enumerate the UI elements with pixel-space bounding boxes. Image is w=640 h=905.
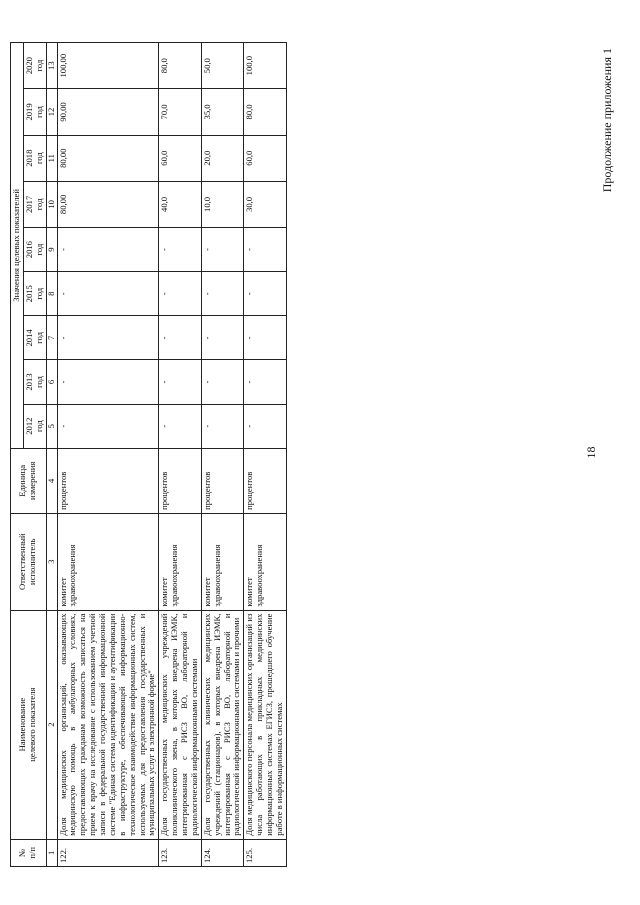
year-value: - — [201, 404, 244, 448]
executor: комитет здравоохранения — [57, 513, 159, 610]
column-number: 13 — [46, 43, 57, 89]
year-value: - — [244, 272, 287, 316]
year-header: 2014 год — [23, 316, 46, 360]
indicator-name: Доля государственных клинических медицинских учреждений (стационаров), в которых внедрена ИЭМК, интегрированная с РИСЗ ВО, лабораторной и радиологической информационными системами и прочими — [201, 610, 244, 839]
column-number: 2 — [46, 610, 57, 839]
year-header: 2017 год — [23, 181, 46, 227]
year-value: 90,00 — [57, 89, 159, 135]
year-value: - — [244, 228, 287, 272]
year-value: - — [201, 272, 244, 316]
year-value: - — [244, 316, 287, 360]
row-number: 125. — [244, 839, 287, 866]
year-value: - — [201, 228, 244, 272]
year-header: 2019 год — [23, 89, 46, 135]
year-value: 100,00 — [57, 43, 159, 89]
year-header: 2016 год — [23, 228, 46, 272]
column-number: 12 — [46, 89, 57, 135]
column-number: 10 — [46, 181, 57, 227]
year-value: - — [159, 404, 202, 448]
header-row-1 — [11, 43, 24, 867]
col-num-header: № п/п — [11, 839, 47, 866]
year-value: 70,0 — [159, 89, 202, 135]
year-value: 20,0 — [201, 135, 244, 181]
executor: комитет здравоохранения — [159, 513, 202, 610]
year-header: 2018 год — [23, 135, 46, 181]
year-value: - — [159, 228, 202, 272]
col-unit-header: Единица измерения — [11, 448, 47, 513]
year-value: 60,0 — [244, 135, 287, 181]
year-value: 80,00 — [57, 135, 159, 181]
unit: процентов — [57, 448, 159, 513]
page-number: 18 — [584, 446, 598, 459]
year-value: 80,0 — [159, 43, 202, 89]
column-number: 3 — [46, 513, 57, 610]
column-number: 5 — [46, 404, 57, 448]
year-value: - — [201, 360, 244, 404]
unit: процентов — [244, 448, 287, 513]
year-value: - — [57, 228, 159, 272]
year-value: - — [159, 360, 202, 404]
year-value: - — [244, 360, 287, 404]
column-number: 1 — [46, 839, 57, 866]
unit: процентов — [201, 448, 244, 513]
year-header: 2020 год — [23, 43, 46, 89]
row-number: 124. — [201, 839, 244, 866]
year-value: 60,0 — [159, 135, 202, 181]
year-value: - — [57, 404, 159, 448]
table-row — [57, 43, 159, 867]
row-number: 122. — [57, 839, 159, 866]
executor: комитет здравоохранения — [244, 513, 287, 610]
column-number: 4 — [46, 448, 57, 513]
indicator-name: Доля государственных медицинских учреждений поликлинического звена, в которых внедрена ИЭМК, интегрированная с РИСЗ ВО, лабораторной и радиологической информационными системами — [159, 610, 202, 839]
year-value: - — [57, 316, 159, 360]
year-value: 80,00 — [57, 181, 159, 227]
year-header: 2013 год — [23, 360, 46, 404]
continuation-label: Продолжение приложения 1 — [600, 48, 614, 193]
table-row — [201, 43, 244, 867]
column-number: 11 — [46, 135, 57, 181]
year-header: 2015 год — [23, 272, 46, 316]
executor: комитет здравоохранения — [201, 513, 244, 610]
year-value: - — [57, 360, 159, 404]
row-number: 123. — [159, 839, 202, 866]
year-value: 80,0 — [244, 89, 287, 135]
year-header: 2012 год — [23, 404, 46, 448]
column-numbers-row — [46, 43, 57, 867]
year-value: 40,0 — [159, 181, 202, 227]
year-value: - — [201, 316, 244, 360]
unit: процентов — [159, 448, 202, 513]
year-value: 30,0 — [244, 181, 287, 227]
year-value: - — [159, 316, 202, 360]
values-group-header: Значения целевых показателей — [11, 43, 24, 449]
column-number: 8 — [46, 272, 57, 316]
indicator-name: Доля медицинских организаций, оказывающих медицинскую помощь в амбулаторных условиях, предоставляющих гражданам возможность записаться на прием к врачу на исследование с использованием учетной записи в федеральной государственной информационной системе "Единая система идентификации и аутентификации в инфраструктуре, обеспечивающей информационно-технологическое взаимодействие информационных систем, используемых для предоставления государственных и муниципальных услуг в электронной форме" — [57, 610, 159, 839]
year-value: - — [244, 404, 287, 448]
year-value: 50,0 — [201, 43, 244, 89]
col-executor-header: Ответственный исполнитель — [11, 513, 47, 610]
column-number: 9 — [46, 228, 57, 272]
year-value: 10,0 — [201, 181, 244, 227]
year-value: 100,0 — [244, 43, 287, 89]
col-name-header: Наименование целевого показателя — [11, 610, 47, 839]
column-number: 7 — [46, 316, 57, 360]
year-value: 35,0 — [201, 89, 244, 135]
table-row — [244, 43, 287, 867]
column-number: 6 — [46, 360, 57, 404]
year-value: - — [159, 272, 202, 316]
year-value: - — [57, 272, 159, 316]
table-row — [159, 43, 202, 867]
indicators-table — [10, 42, 287, 867]
indicator-name: Доля медицинского персонала медицинских организаций из числа работающих в прикладных медицинских информационных системах ЕГИСЗ, прошедшего обучение работе в информационных системах — [244, 610, 287, 839]
